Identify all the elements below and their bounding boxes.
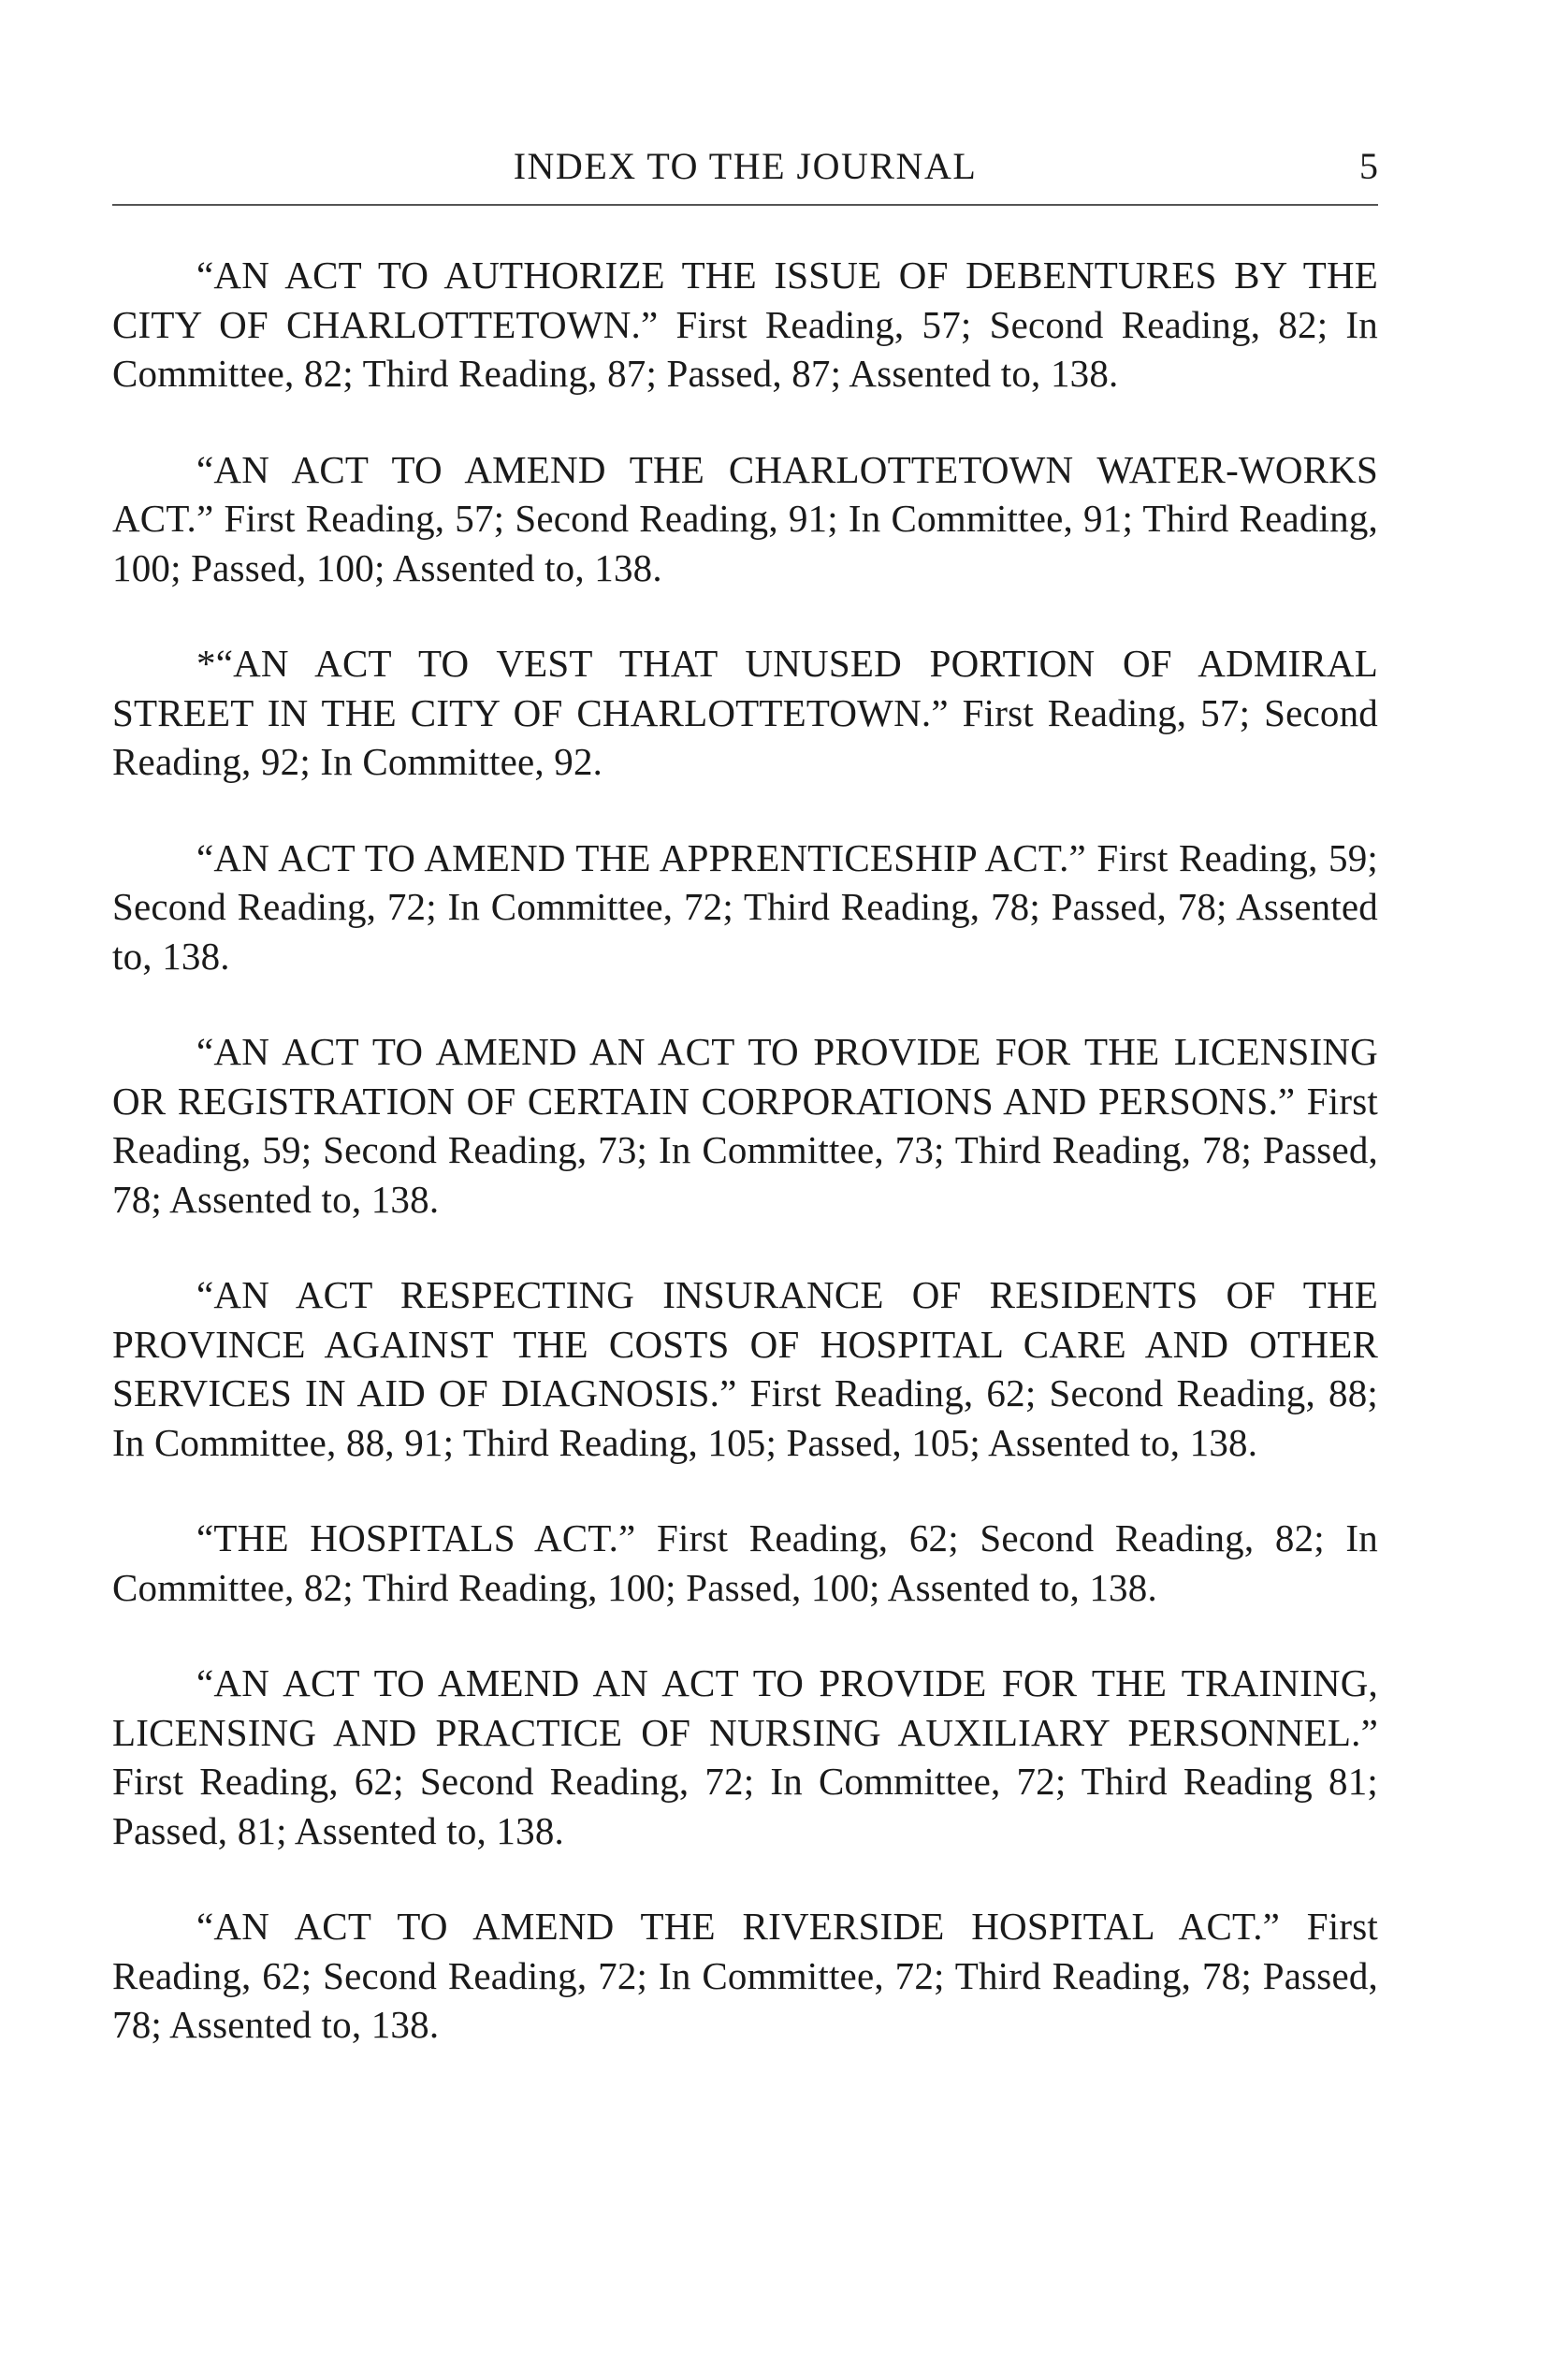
index-entry: “AN ACT TO AMEND THE RIVERSIDE HOSPITAL ACT.” First Reading, 62; Second Reading, 72; In Committee, 72; Third Reading, 78; Passed, 78; Assented to, 138. — [112, 1905, 1378, 2046]
index-entry: *“AN ACT TO VEST THAT UNUSED PORTION OF ADMIRAL STREET IN THE CITY OF CHARLOTTETOWN.” First Reading, 57; Second Reading, 92; In Committee, 92. — [112, 642, 1378, 783]
page-title: INDEX TO THE JOURNAL — [513, 145, 978, 187]
index-entry: “AN ACT TO AMEND THE APPRENTICESHIP ACT.” First Reading, 59; Second Reading, 72; In Committee, 72; Third Reading, 78; Passed, 78; Assented to, 138. — [112, 835, 1378, 978]
header-rule — [112, 204, 1378, 206]
index-entry: “AN ACT TO AMEND AN ACT TO PROVIDE FOR THE TRAINING, LICENSING AND PRACTICE OF NURSING AUXILIARY PERSONNEL.” First Reading, 62; Second Reading, 72; In Committee, 72; Third Reading 81; Passed, 81; Assented to, 138. — [112, 1661, 1378, 1852]
index-entry: “AN ACT TO AMEND THE CHARLOTTETOWN WATER-WORKS ACT.” First Reading, 57; Second Reading, 91; In Committee, 91; Third Reading, 100; Passed, 100; Assented to, 138. — [112, 447, 1378, 589]
page-number: 5 — [1359, 145, 1378, 187]
index-entry: “AN ACT TO AMEND AN ACT TO PROVIDE FOR THE LICENSING OR REGISTRATION OF CERTAIN CORPORATIONS AND PERSONS.” First Reading, 59; Second Reading, 73; In Committee, 73; Third Reading, 78; Passed, 78; Assented to, 138. — [112, 1030, 1378, 1221]
index-entry: “AN ACT RESPECTING INSURANCE OF RESIDENTS OF THE PROVINCE AGAINST THE COSTS OF HOSPITAL CARE AND OTHER SERVICES IN AID OF DIAGNOSIS.” First Reading, 62; Second Reading, 88; In Committee, 88, 91; Third Reading, 105; Passed, 105; Assented to, 138. — [112, 1273, 1378, 1464]
index-entry: “THE HOSPITALS ACT.” First Reading, 62; Second Reading, 82; In Committee, 82; Third Reading, 100; Passed, 100; Assented to, 138. — [112, 1516, 1378, 1609]
index-entries — [112, 251, 1378, 2096]
index-entry: “AN ACT TO AUTHORIZE THE ISSUE OF DEBENTURES BY THE CITY OF CHARLOTTETOWN.” First Reading, 57; Second Reading, 82; In Committee, 82; Third Reading, 87; Passed, 87; Assented to, 138. — [112, 254, 1378, 395]
running-header — [112, 138, 1378, 195]
